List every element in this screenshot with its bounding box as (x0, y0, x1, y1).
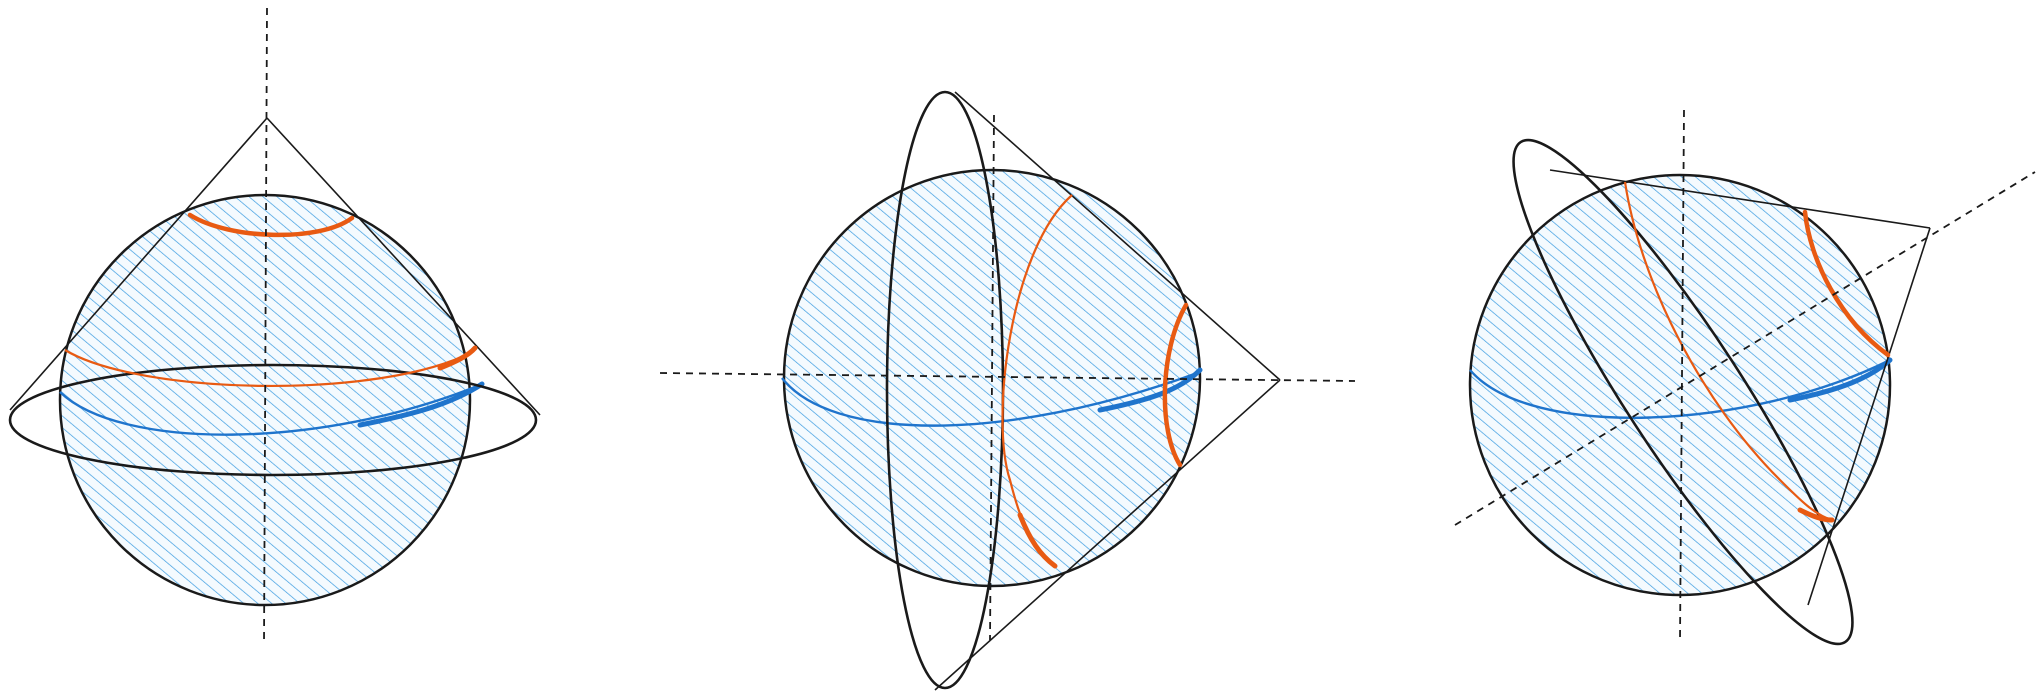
panel-vertical-axis (10, 8, 540, 645)
panel-tilted-axis (1455, 110, 2035, 674)
panel-horizontal-axis (660, 92, 1355, 690)
